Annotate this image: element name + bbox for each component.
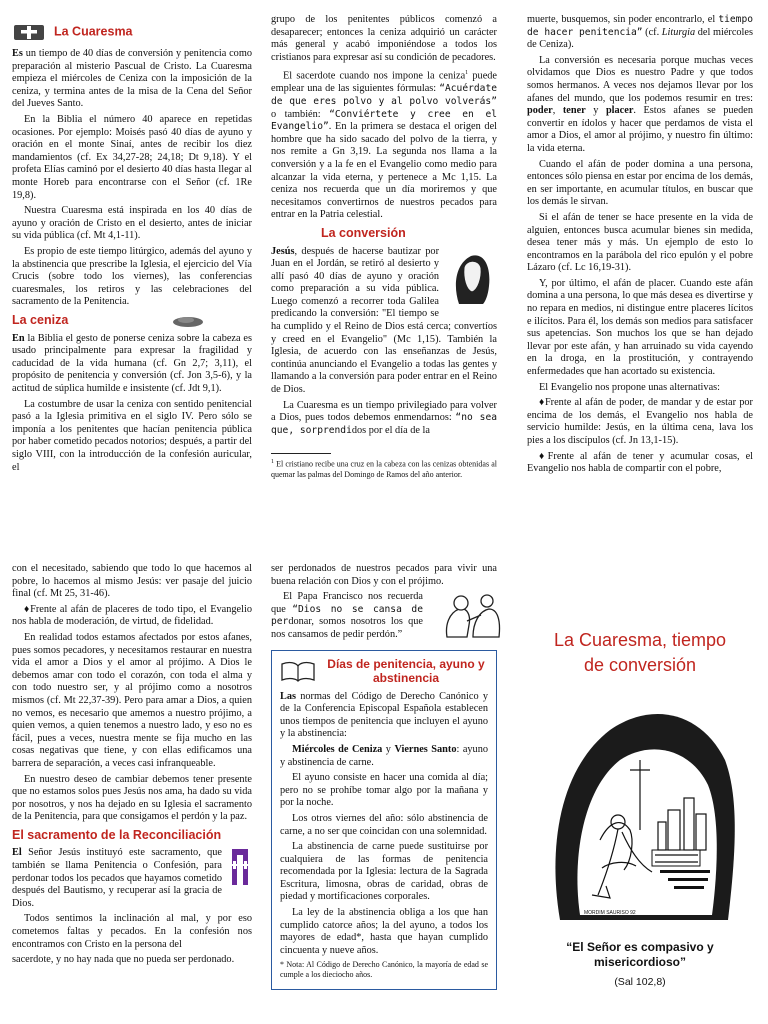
paragraph: La Cuaresma es un tiempo privilegiado para volver a Dios, pues todos debemos enmendarnos: “no sea que, sorprendidos por el día de la [271,399,497,436]
paragraph: Es propio de este tiempo litúrgico, además del ayuno y la abstinencia que prescribe la Iglesia, el ejercicio del Vía Crucis (sobre todo los viernes), las conferencias cuaresmales, los retiros y las celebraciones del sacramento de la Penitencia. [12,245,252,308]
paragraph: ser perdonados de nuestros pecados para vivir una buena relación con Dios y con el prójimo. [271,563,497,587]
jesus-portrait-icon [445,246,497,306]
cover-illustration [540,690,740,920]
paragraph: Es un tiempo de 40 días de conversión y penitencia como preparación al misterio Pascual de Cristo. La Cuaresma empieza el miércoles de Ceniza con la imposición de la ceniza, y termina antes de la misa de la Cena del Señor del Jueves Santo. [12,48,252,110]
column-4 [12,563,252,970]
column-3 [527,14,753,479]
paragraph: La costumbre de usar la ceniza con sentido penitencial pasó a la Iglesia primitiva en el siglo IV. Pero sólo se imponía a los penitentes que hacían penitencia pública por haber cometido pecados notorios; después, a partir del siglo VIII, con la introducción de la confesión auricular, el [12,398,252,473]
paragraph: Los otros viernes del año: sólo abstinencia de carne, a no ser que coincidan con una solemnidad. [280,812,488,837]
artist-signature: MORDIM SAURISO 92 [584,910,636,916]
paragraph: Todos sentimos la inclinación al mal, y por eso cometemos faltas y pecados. En la confesión nos encontramos con Cristo en la persona del [12,913,252,950]
paragraph: El sacerdote cuando nos impone la ceniza$^1$ puede emplear una de las siguientes fórmulas: “Acuérdate de que eres polvo y al polvo volverás” o también: “Conviértete y cree en el Evangelio”. En la primera se destaca el origen del hombre que ha sido sacado del polvo de la tierra, y nos remite a Gn 3,19. La segunda nos llama a la conversión y a la fe en el Evangelio como medio para alcanzar la vida eterna, y pertenece a Mc 1,15. La ceniza nos recuerda que un día moriremos y que necesitamos convertirnos de nuestros pecados para entrar en la Patria celestial. [271,70,498,221]
column-1 [12,14,252,477]
paragraph: El Señor Jesús instituyó este sacramento, que también se llama Penitencia o Confesión, para perdonar todos los pecados que hayamos cometido después del Bautismo, y recuperar así la gracia de Dios. [12,847,252,910]
section-title-ceniza: La ceniza [12,314,252,327]
paragraph: Cuando el afán de poder domina a una persona, entonces sólo piensa en estar por encima de los demás, en ser importante, en acumular títulos, en buscar que los demás le sirvan. [527,158,753,208]
footnote-rule [271,453,331,454]
bullet-icon: ♦ [539,450,548,462]
bullet-icon: ♦ [24,603,31,615]
cover-quote: “El Señor es compasivo y misericordioso” [566,940,714,969]
paragraph: con el necesitado, sabiendo que todo lo que hacemos al pobre, lo hacemos al mismo Jesús: ver pasaje del juicio final (cf. Mt 25, 31-46). [12,563,252,600]
section-title-cuaresma: La Cuaresma [12,22,252,42]
paragraph: Nuestra Cuaresma está inspirada en los 40 días de ayuno y oración de Cristo en el desierto, antes de iniciar su vida pública (cf. Mt 4,1-11). [12,205,252,242]
penance-days-box [271,650,497,991]
paragraph: En la Biblia el número 40 aparece en repetidas ocasiones. Por ejemplo: Moisés pasó 40 días de ayuno y oración en el monte Sinaí, antes de recibir los diez mandamientos (cf. Ex 34,27-28; 24,18; Dt 9,18). Y el profeta Elías caminó por el desierto 40 días hasta llegar al monte Horeb para encontrarse con el Señor (cf. 1Re 19,8). [12,113,252,201]
paragraph: En la Biblia el gesto de ponerse ceniza sobre la cabeza es usado principalmente para expresar la fragilidad y caducidad de la vida humana (cf. Gn 2,7; 3,11), el propósito de penitencia y conversión (cf. Jon 3,5-6), y la actitud de súplica humilde e insistente (cf. Jdt 9,1). [12,332,252,394]
cover-quote-reference: (Sal 102,8) [614,976,666,988]
paragraph: En nuestro deseo de cambiar debemos tener presente que no estamos solos pues Jesús nos ama, ha dado su vida por nosotros, y nos ha dejado en su Iglesia el sacramento de la Penitencia, para que consigamos el perdón y la paz. [12,773,252,823]
confession-icon [429,591,491,639]
section-title-reconciliacion: El sacramento de la Reconciliación [12,827,222,842]
cross-icon [12,22,46,42]
box-note: * Nota: Al Código de Derecho Canónico, la mayoría de edad se cumple a los dieciocho años. [280,960,488,980]
paragraph: La ley de la abstinencia obliga a los que han cumplido catorce años; la del ayuno, a todos los mayores de edad*, hasta que hayan cumplido cincuenta y nueve años. [280,907,488,956]
book-icon [280,660,316,682]
paragraph: grupo de los penitentes públicos comenzó a desaparecer; entonces la ceniza adquirió un carácter más general y acabó imponiéndose a todos los cristianos para expresar así su condición de pecadores. [271,14,497,63]
bullet-item: ♦Frente al afán de poder, de mandar y de estar por encima de los demás, el Evangelio nos habla de servicio humilde: Jesús, en la última cena, lava los pies a los discípulos (cf. Jn 13,1-15). [527,397,753,446]
bullet-icon: ♦ [539,397,545,409]
bullet-item: ♦Frente al afán de placeres de todo tipo, el Evangelio nos habla de moderación, de virtud, de fidelidad. [12,603,252,628]
ash-icon [172,315,204,327]
bullet-item: ♦Frente al afán de tener y acumular cosas, el Evangelio nos habla de compartir con el pobre, [527,450,754,475]
paragraph: Las normas del Código de Derecho Canónico y de la Conferencia Episcopal Española establecen unos tiempos de penitencia que incluyen el ayuno y la abstinencia: [280,690,488,740]
stole-icon [228,847,252,887]
paragraph: Si el afán de tener se hace presente en la vida de alguien, entonces busca acumular bienes sin medida, desea tener más y más. Un ejemplo de esto lo encontramos en la parábola del rico epulón y el pobre Lázaro (cf. Lc 16,19-31). [527,211,753,274]
cover-title: La Cuaresma, tiempo de conversión [553,630,727,675]
paragraph: En realidad todos estamos afectados por estos afanes, pues somos pecadores, y necesitamos restaurar en nuestra vida el amor a Dios y el amor al prójimo. A Dios le debemos amar con todo el corazón, con toda el alma y con todo nuestro ser, y al prójimo como a nosotros mismos (cf. Mt 22,37-39). Pero para amar a Dios, a quien no vemos, es necesario que amemos a nuestro prójimo, a quien vemos, a quien tenemos a nuestro lado, y eso no es fácil, pues a veces, nuestra mente se fija mucho en las cosas negativas que tiene, y con ellas edificamos una barrera de separación, a veces casi infranqueable. [12,631,252,769]
paragraph: Jesús, después de hacerse bautizar por Juan en el Jordán, se retiró al desierto y allí pasó 40 días de ayuno y oración como preparación a su vida pública. Luego comenzó a recorrer toda Galilea predicando la conversión: "El tiempo se ha cumplido y el Reino de Dios está cerca; convertíos y creed en el Evangelio" (Mc 1,15). También la Iglesia, de acuerdo con las enseñanzas de Jesús, continúa anunciando el Evangelio a todas las gentes y llamando a la conversión para poder entrar en el Reino de Dios. [271,245,497,396]
paragraph: Y, por último, el afán de placer. Cuando este afán domina a una persona, lo que más desea es divertirse y no repara en medios, ni distingue entre placeres lícitos e ilícitos. Para él, los demás son medios para satisfacer sus apetencias. Son muchos los que se han dejado llevar por este afán, y han arruinado su vida cayendo en la droga, en la prostitución, y contrayendo enfermedades que han acortado su existencia. [527,277,753,378]
footnote: $^1$ El cristiano recibe una cruz en la cabeza con las cenizas obtenidas al quemar las palmas del Domingo de Ramos del año anterior. [271,459,497,480]
cover-panel [520,620,760,1020]
column-5 [271,563,497,990]
paragraph: La conversión es necesaria porque muchas veces olvidamos que Dios es nuestro Padre y que todos somos hermanos. A veces nos dejamos llevar por los afanes del mundo, que los podemos resumir en tres: poder, tener y placer. Estos afanes se pueden convertir en ídolos y hacer que perdamos de vista el amor a Dios, el amor al prójimo, y nuestro fin último: la vida eterna. [527,54,753,154]
paragraph: El ayuno consiste en hacer una comida al día; pero no se prohíbe tomar algo por la mañana y por la noche. [280,772,488,809]
paragraph: sacerdote, y no hay nada que no pueda ser perdonado. [12,954,235,966]
paragraph: La abstinencia de carne puede sustituirse por cualquiera de las formas de penitencia recomendada por la Iglesia: lectura de la Sagrada Escritura, limosna, obras de caridad, obras de piedad y mortificaciones corporales. [280,841,488,903]
section-title-conversion: La conversión [321,225,406,240]
paragraph: El Evangelio nos propone unas alternativas: [539,381,721,393]
paragraph: El Papa Francisco nos recuerda que “Dios no se cansa de perdonar, somos nosotros los que nos cansamos de pedir perdón.” [271,591,497,641]
box-title: Días de penitencia, ayuno y abstinencia [327,656,485,685]
column-2 [271,14,497,483]
paragraph: muerte, busquemos, sin poder encontrarlo, el tiempo de hacer penitencia” (cf. Liturgia del miércoles de Ceniza). [527,14,753,51]
paragraph: Miércoles de Ceniza y Viernes Santo: ayuno y abstinencia de carne. [280,743,489,768]
